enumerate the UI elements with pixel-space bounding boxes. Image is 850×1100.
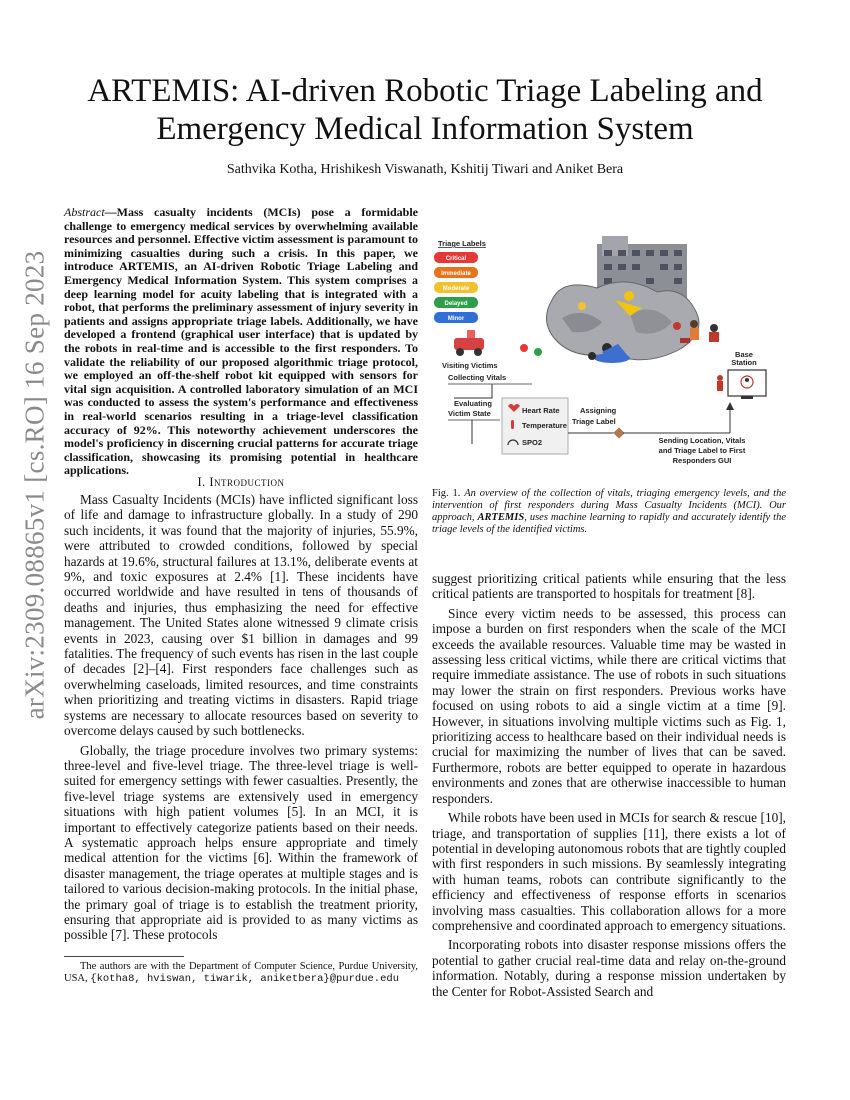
spo2-label: SPO2 [522, 438, 543, 447]
station-label: Station [731, 358, 757, 367]
figure-illustration [432, 230, 786, 480]
visiting-victims-label: Visiting Victims [442, 361, 498, 370]
author-footnote [64, 961, 418, 985]
decision-node [613, 427, 624, 438]
base-station-illustration [717, 350, 766, 399]
heart-rate-label: Heart Rate [522, 406, 560, 415]
triage-marker [578, 302, 586, 310]
thermometer-icon [511, 420, 514, 429]
figure-1 [432, 230, 786, 480]
body-paragraph: Since every victim needs to be assessed, this process can impose a burden on first responders when the scale of the MCI exceeds the available resources. Valuable time may be wasted in assessing less critical victims, while there are critical victims that require immediate assistance. The use of robots in such situations may lower the strain on first responders. Previous works have focused on using robots to aid a single victim at a time [9]. However, in situations involving multiple victims such as Fig. 1, prioritizing access to healthcare based on their individual needs is crucial for maximizing the number of lives that can be saved. Furthermore, robots are better equipped to operate in hazardous environments and zones that are otherwise inaccessible to human responders. [432, 605, 786, 806]
caption-text-after: , uses machine learning to rapidly and accurately identify the triage levels of the identified victims. [432, 512, 786, 535]
victim-state-label: Victim State [448, 409, 491, 418]
footnote-text: The authors are with the Department of Computer Science, Purdue University, USA, [64, 961, 418, 984]
evaluating-label: Evaluating [454, 399, 492, 408]
sending-line-2: and Triage Label to First [658, 446, 746, 455]
section-name: Introduction [209, 475, 285, 489]
arxiv-sidebar [0, 250, 70, 720]
triage-marker [534, 348, 542, 356]
triage-label-minor: Minor [447, 316, 465, 322]
footnote-rule [64, 956, 184, 957]
caption-label: Fig. 1. [432, 488, 465, 499]
sending-line-3: Responders GUI [672, 456, 732, 465]
abstract-text: —Mass casualty incidents (MCIs) pose a formidable challenge to emergency medical services by overwhelming available resources and personnel. Effective victim assessment is paramount to minimizing casualties during such a crisis. In this paper, we introduce ARTEMIS, an AI-driven Robotic Triage Labeling and Emergency Medical Information System. This system comprises a deep learning model for acuity labeling that is integrated with a robot, that performs the preliminary assessment of injury severity in patients and assigns appropriate triage labels. Additionally, we have developed a frontend (graphical user interface) that is updated by the robots in real-time and is accessible to the first responders. To validate the reliability of our proposed algorithmic triage protocol, we employed an off-the-shelf robot kit equipped with sensors for vital sign acquisition. A controlled laboratory simulation of an MCI was conducted to assess the system's performance and effectiveness in real-world scenarios resulting in a triage-level classification accuracy of 92%. This noteworthy achievement underscores the model's proficiency in discerning crucial patterns for accurate triage classification, showcasing its promising potential in healthcare applications. [64, 205, 418, 478]
caption-text-before: An overview of the collection of vitals, triaging emergency levels, and the intervention of first responders during Mass Casualty Incidents (MCI). Our approach, [432, 488, 786, 523]
body-paragraph: suggest prioritizing critical patients while ensuring that the less critical patients are transported to hospitals for treatment [8]. [432, 571, 786, 602]
triage-label-moderate: Moderate [442, 286, 470, 292]
section-heading [64, 475, 418, 490]
intro-paragraph: Mass Casualty Incidents (MCIs) have inflicted significant loss of life and damage to infrastructure globally. In a study of 290 such incidents, it was found that the majority of injuries, 55.9%, were attributed to crowded conditions, followed by special hazards at 19.6%, structural failures at 13.1%, deliberate events at 9%, and toxic exposures at 2.4% [1]. These incidents have occurred worldwide and have resulted in tens of thousands of deaths and injuries, thus emphasizing the need for effective management. The United States alone witnessed 9 climate crisis events in 2023, causing over $1 billion in damages and 99 fatalities. The frequency of such events has risen in the last couple of decades [2]–[4]. First responders face challenges such as overwhelming caseloads, limited resources, and time constraints when prioritizing and treating victims in disasters. Rapid triage systems are necessary to allocate resources based on severity to overcome delays caused by such bottlenecks. [64, 492, 418, 739]
introduction-body [64, 492, 418, 947]
triage-label-delayed: Delayed [444, 301, 468, 307]
body-paragraph: While robots have been used in MCIs for search & rescue [10], triage, and transportation of supplies [11], there exists a lot of potential in developing autonomous robots that are tightly coupled with first responders in such missions. By seamlessly integrating with human teams, robots can contribute significantly to the efficiency and effectiveness of response efforts in scenarios involving mass casualties. This collaboration allows for a more comprehensive and coordinated approach to emergency situations. [432, 810, 786, 933]
temperature-label: Temperature [522, 421, 567, 430]
title-line-2: Emergency Medical Information System [156, 111, 694, 147]
caption-emphasis: ARTEMIS [477, 512, 525, 523]
triage-label-critical: Critical [445, 256, 467, 262]
triage-marker [520, 344, 528, 352]
assigning-label: Assigning [580, 406, 617, 415]
robot-illustration [454, 330, 484, 356]
abstract-lead: Abstract [64, 205, 105, 219]
section-number: I. [197, 475, 210, 489]
vitals-panel [502, 398, 568, 454]
collapsed-building-illustration [546, 236, 698, 362]
body-paragraph: Incorporating robots into disaster response missions offers the potential to gather crucial real-time data and relay on-the-ground information. Notably, during a response mission undertaken by the Center for Robot-Assisted Search and [432, 937, 786, 999]
figure-caption [432, 488, 786, 536]
paper-title [60, 72, 790, 148]
abstract [64, 206, 418, 478]
triage-legend-title: Triage Labels [438, 239, 486, 248]
triage-label-immediate: Immediate [441, 271, 471, 277]
intro-paragraph: Globally, the triage procedure involves two primary systems: three-level and five-level triage. The three-level triage is well-suited for emergency settings with fewer casualties. Presently, the five-level triage systems are extensively used in emergency situations with high patient volumes [5]. In an MCI, it is important to effectively categorize patients based on their needs. A systematic approach helps ensure appropriate and timely medical attention for the victims [6]. Within the framework of disaster management, the triage operates at multiple stages and is tailored to various decision-making protocols. In the initial phase, the primary goal of triage is to establish the treatment priority, ensuring that appropriate aid is provided to as many victims as possible [7]. These protocols [64, 742, 418, 943]
triage-legend [434, 252, 478, 323]
footnote-emails: {kotha8, hviswan, tiwarik, aniketbera}@purdue.edu [90, 973, 400, 985]
sending-line-1: Sending Location, Vitals [658, 436, 746, 445]
title-line-1: ARTEMIS: AI-driven Robotic Triage Labeling and [87, 73, 763, 109]
author-list: Sathvika Kotha, Hrishikesh Viswanath, Kshitij Tiwari and Aniket Bera [226, 162, 624, 177]
right-column-body [432, 571, 786, 1003]
triage-label-caption: Triage Label [572, 417, 616, 426]
base-label: Base [735, 350, 753, 359]
collecting-vitals-label: Collecting Vitals [448, 373, 507, 382]
arxiv-identifier: arXiv:2309.08865v1 [cs.RO] 16 Sep 2023 [19, 250, 50, 720]
